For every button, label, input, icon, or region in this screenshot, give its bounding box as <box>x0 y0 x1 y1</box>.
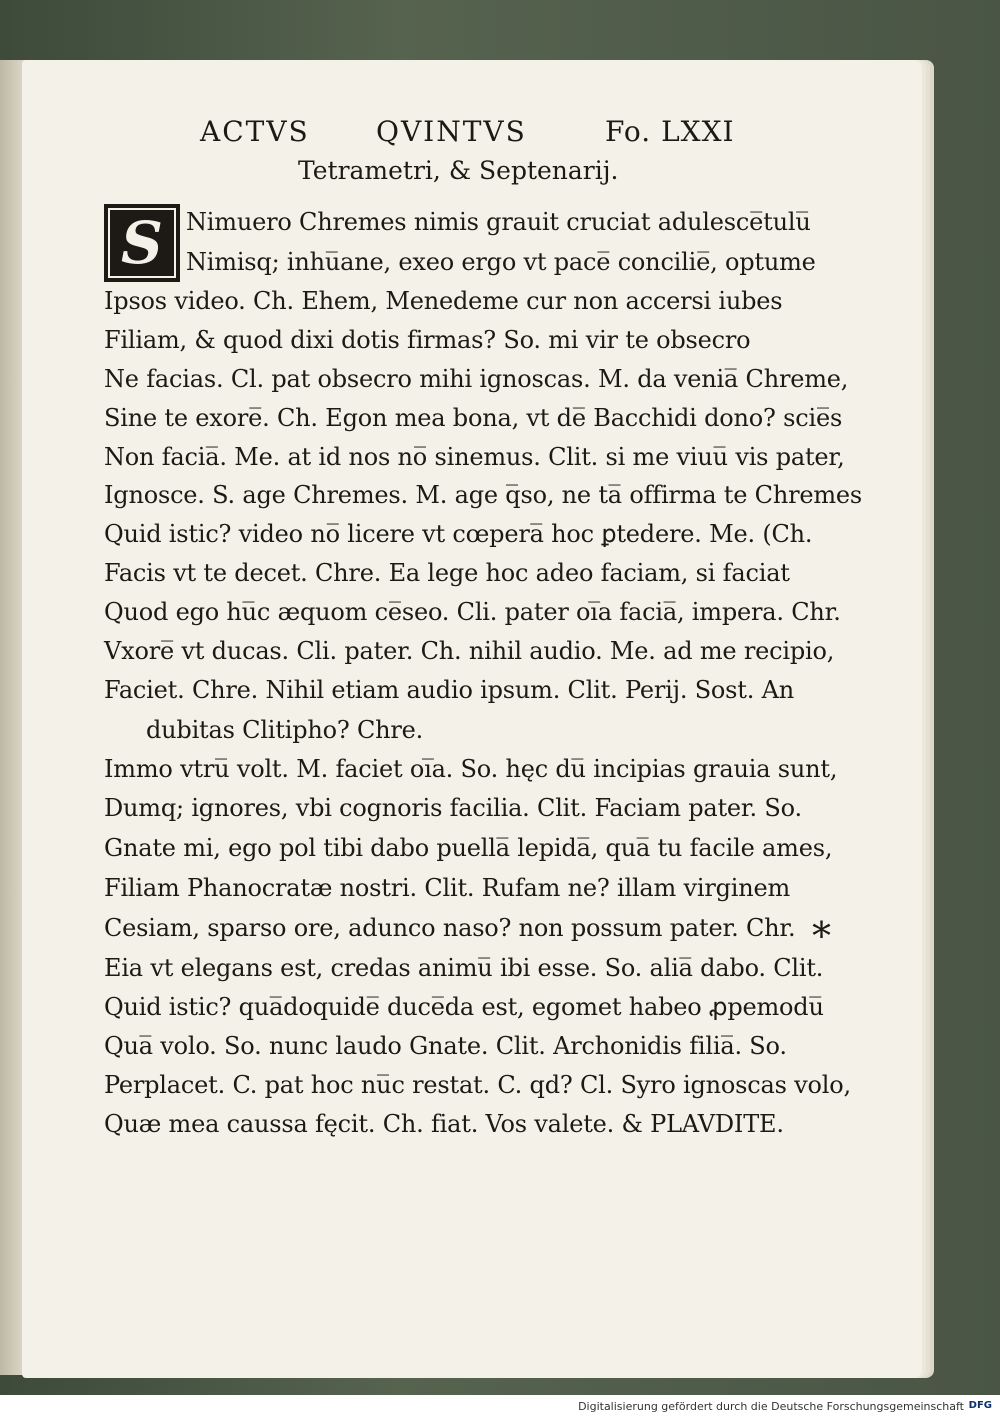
verse-line: Ne facias. Cl. pat obsecro mihi ignoscas. M. da venia̅ Chreme, <box>104 365 849 393</box>
verse-line: Non facia̅. Me. at id nos no̅ sinemus. Clit. si me viuu̅ vis pater, <box>104 443 845 471</box>
verse-line: Perplacet. C. pat hoc nu̅c restat. C. qd? Cl. Syro ignoscas volo, <box>104 1071 851 1099</box>
dfg-logo: DFG <box>968 1400 992 1411</box>
folio-number: Fo. LXXI <box>605 115 735 148</box>
verse-line: Gnate mi, ego pol tibi dabo puella̅ lepida̅, qua̅ tu facile ames, <box>104 834 833 862</box>
verse-line: Faciet. Chre. Nihil etiam audio ipsum. Clit. Perij. Sost. An <box>104 676 794 704</box>
header-quintus: QVINTVS <box>376 115 527 148</box>
verse-line: Filiam Phanocratæ nostri. Clit. Rufam ne? illam virginem <box>104 874 791 902</box>
verse-line: Quid istic? video no̅ licere vt cœpera̅ hoc ꝑtedere. Me. (Ch. <box>104 520 813 548</box>
verse-line: Qua̅ volo. So. nunc laudo Gnate. Clit. Archonidis filia̅. So. <box>104 1032 787 1060</box>
verse-line: Nimuero Chremes nimis grauit cruciat adulesce̅tulu̅ <box>186 208 811 236</box>
section-subtitle: Tetrametri, & Septenarij. <box>298 156 619 185</box>
verse-line: Cesiam, sparso ore, adunco naso? non possum pater. Chr. <box>104 914 796 942</box>
verse-line: Nimisq; inhu̅ane, exeo ergo vt pace̅ concilie̅, optume <box>186 248 816 276</box>
verse-line: Dumq; ignores, vbi cognoris facilia. Clit. Faciam pater. So. <box>104 794 802 822</box>
verse-line: Ignosce. S. age Chremes. M. age q̅so, ne ta̅ offirma te Chremes <box>104 481 863 509</box>
verse-line: Immo vtru̅ volt. M. faciet oi̅a. So. hęc du̅ incipias grauia sunt, <box>104 755 838 783</box>
margin-asterisk: * <box>812 914 831 958</box>
verse-line: Sine te exore̅. Ch. Egon mea bona, vt de̅ Bacchidi dono? scie̅s <box>104 404 843 432</box>
verse-line: Eia vt elegans est, credas animu̅ ibi esse. So. alia̅ dabo. Clit. <box>104 954 824 982</box>
verse-line: Facis vt te decet. Chre. Ea lege hoc adeo faciam, si faciat <box>104 559 790 587</box>
ornamental-initial: S <box>104 204 180 282</box>
verse-line: Ipsos video. Ch. Ehem, Menedeme cur non accersi iubes <box>104 287 783 315</box>
verse-line: Quid istic? qua̅doquide̅ duce̅da est, egomet habeo ꝓpemodu̅ <box>104 993 824 1021</box>
verse-line: Filiam, & quod dixi dotis firmas? So. mi vir te obsecro <box>104 326 751 354</box>
verse-line: Quod ego hu̅c æquom ce̅seo. Cli. pater oi̅a facia̅, impera. Chr. <box>104 598 841 626</box>
header-actus: ACTVS <box>200 115 310 148</box>
funding-credit: Digitalisierung gefördert durch die Deutsche Forschungsgemeinschaft <box>578 1400 964 1413</box>
verse-line: dubitas Clitipho? Chre. <box>146 716 424 744</box>
verse-line: Vxore̅ vt ducas. Cli. pater. Ch. nihil audio. Me. ad me recipio, <box>104 637 835 665</box>
digitization-footer <box>0 1395 1000 1421</box>
verse-line: Quæ mea caussa fęcit. Ch. fiat. Vos valete. & PLAVDITE. <box>104 1110 784 1138</box>
